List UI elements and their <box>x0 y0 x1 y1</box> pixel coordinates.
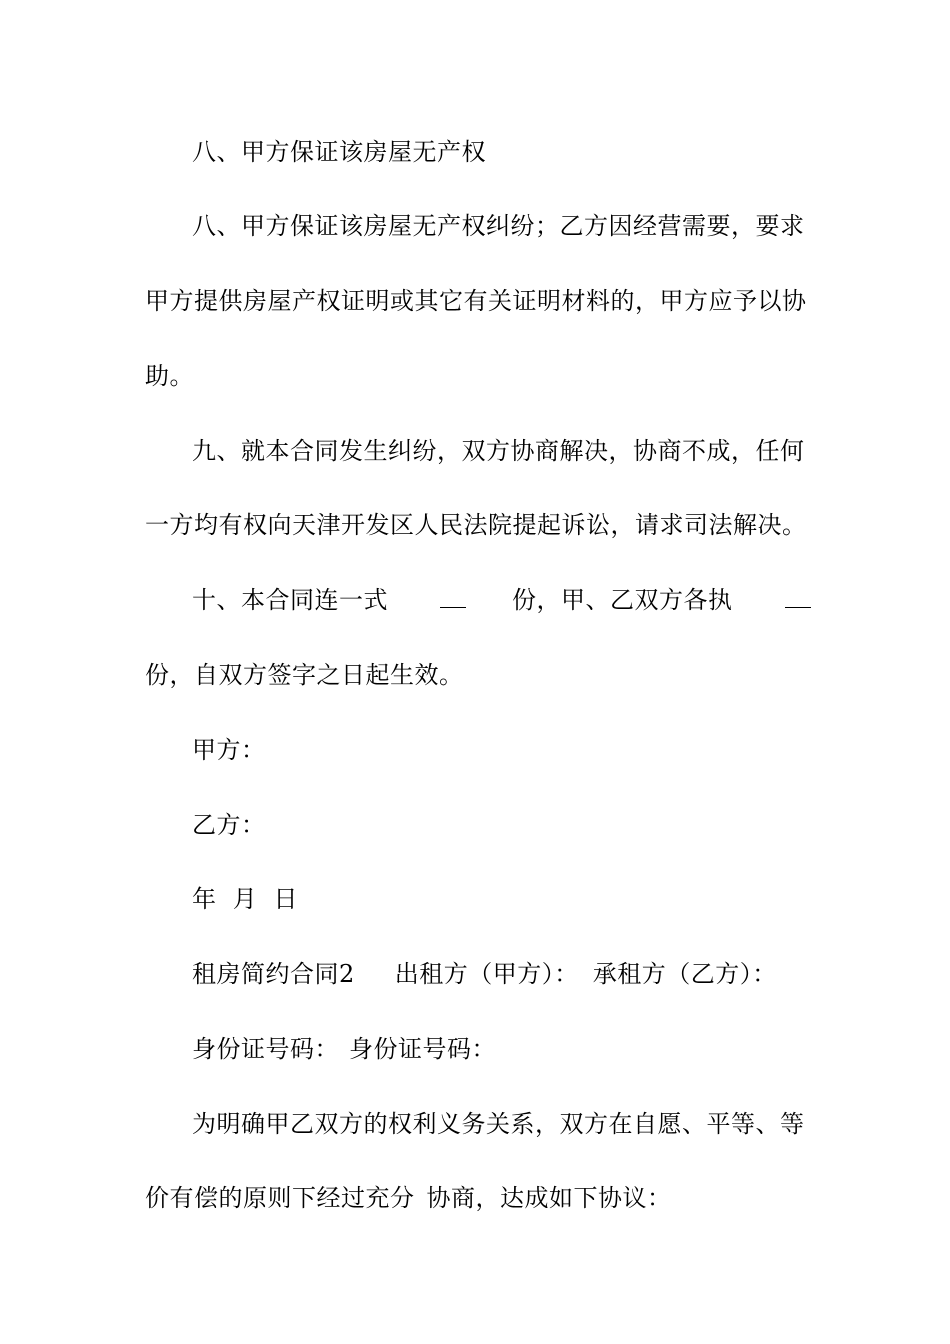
copies-total-blank <box>440 585 466 608</box>
intro-text-b: 协商，达成如下协议： <box>426 1184 672 1212</box>
id-number-a: 身份证号码： <box>192 1035 339 1063</box>
copies-each-blank <box>785 585 811 608</box>
party-b-label: 乙方： <box>192 811 266 839</box>
clause-8-line-1: 八、甲方保证该房屋无产权纠纷；乙方因经营需要，要求 <box>192 212 805 240</box>
clause-8-line-3: 助。 <box>145 362 194 390</box>
contract-2-title: 租房简约合同2 <box>192 960 355 988</box>
intro-text-a: 价有偿的原则下经过充分 <box>145 1184 415 1212</box>
intro-line-1: 为明确甲乙双方的权利义务关系，双方在自愿、平等、等 <box>192 1110 805 1138</box>
heading-clause-8: 八、甲方保证该房屋无产权 <box>192 138 486 166</box>
lessee-label: 承租方（乙方）： <box>592 960 777 988</box>
clause-10-text-b: 份，甲、乙双方各执 <box>512 586 733 614</box>
id-number-line <box>192 1034 496 1064</box>
clause-8-line-2: 甲方提供房屋产权证明或其它有关证明材料的，甲方应予以协 <box>145 287 807 315</box>
intro-line-2 <box>145 1183 672 1213</box>
party-a-label: 甲方： <box>192 736 266 764</box>
date-line: 年 月 日 <box>192 885 299 913</box>
contract-2-header-line <box>192 959 777 989</box>
clause-10-text-a: 十、本合同连一式 <box>192 586 388 614</box>
clause-10-line-1 <box>192 585 811 615</box>
clause-10-line-2: 份，自双方签字之日起生效。 <box>145 661 464 689</box>
id-number-b: 身份证号码： <box>349 1035 496 1063</box>
lessor-label: 出租方（甲方）： <box>394 960 579 988</box>
clause-9-line-1: 九、就本合同发生纠纷，双方协商解决，协商不成，任何 <box>192 437 805 465</box>
clause-9-line-2: 一方均有权向天津开发区人民法院提起诉讼，请求司法解决。 <box>145 511 807 539</box>
